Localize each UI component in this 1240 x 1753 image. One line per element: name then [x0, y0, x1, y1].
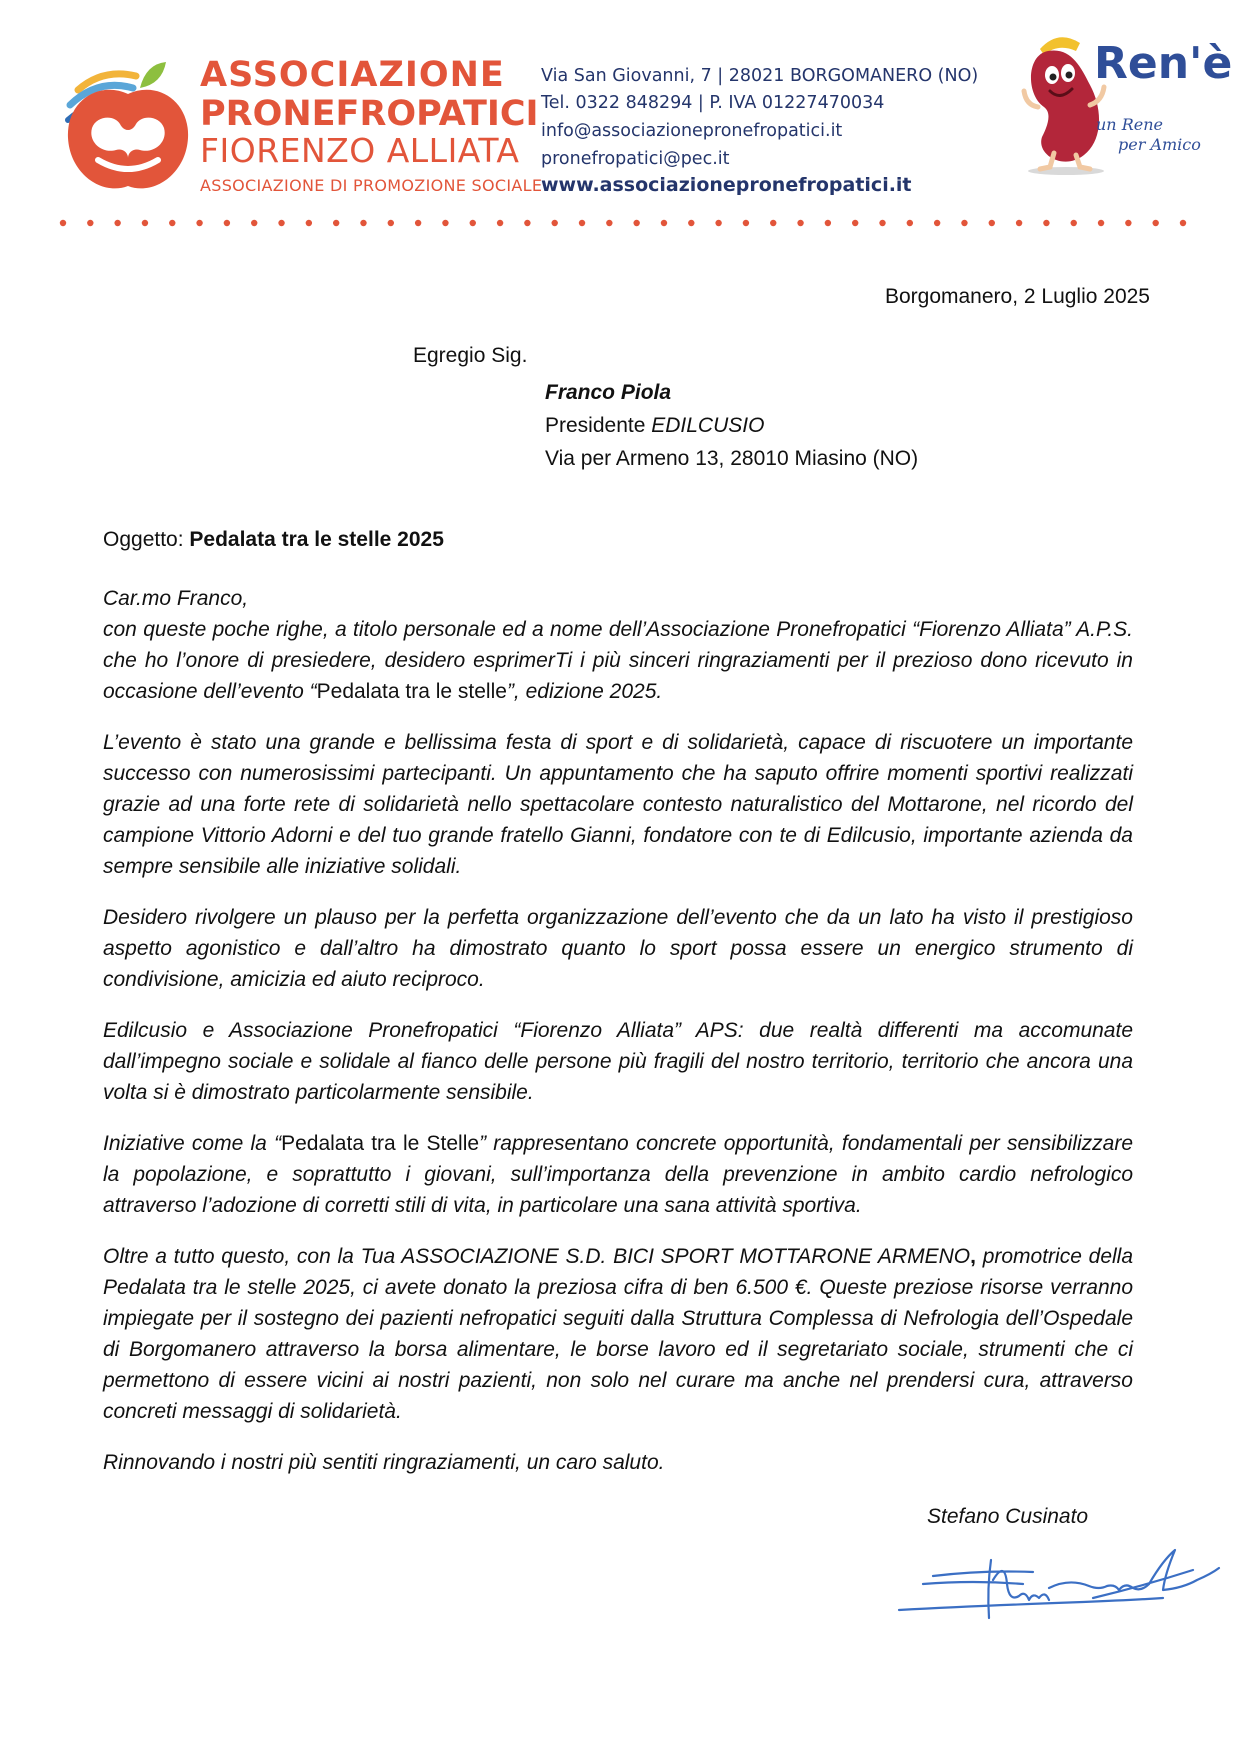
divider-dot: [388, 220, 394, 226]
divider-dot: [470, 220, 476, 226]
divider-dot: [633, 220, 639, 226]
letter-body: [103, 583, 1133, 1498]
letter-date: Borgomanero, 2 Luglio 2025: [884, 285, 1150, 308]
divider-dot: [770, 220, 776, 226]
divider-dot: [224, 220, 230, 226]
divider-dot: [278, 220, 284, 226]
divider-dot: [934, 220, 940, 226]
recipient-address: Via per Armeno 13, 28010 Miasino (NO): [545, 447, 919, 470]
divider-dot: [989, 220, 995, 226]
recipient-company: EDILCUSIO: [651, 414, 765, 437]
header-divider-dots: [58, 217, 1188, 229]
subject-label: Oggetto:: [103, 528, 190, 551]
contact-address: Via San Giovanni, 7 | 28021 BORGOMANERO (NO): [541, 66, 979, 86]
letter-salutation: Egregio Sig.: [413, 344, 528, 367]
divider-dot: [825, 220, 831, 226]
paragraph-6-comma: ,: [970, 1245, 976, 1268]
mascot-subtitle-line1: un Rene: [1096, 115, 1163, 134]
divider-dot: [743, 220, 749, 226]
paragraph-2: L’evento è stato una grande e bellissima festa di sport e di solidarietà, capace di riscuotere un importante successo con numerosissimi partecipanti. Un appuntamento che ha saputo offrire momenti sportivi realizzati grazie ad una forte rete di solidarietà nello spettacolare contesto naturalistico del Mottarone, nel ricordo del campione Vittorio Adorni e del tuo grande fratello Gianni, fondatore con te di Edilcusio, importante azienda da sempre sensibile alle iniziative solidali.: [103, 731, 1133, 878]
divider-dot: [879, 220, 885, 226]
divider-dot: [1043, 220, 1049, 226]
divider-dot: [1125, 220, 1131, 226]
divider-dot: [579, 220, 585, 226]
divider-dot: [196, 220, 202, 226]
letter-greeting: Car.mo Franco,: [103, 587, 249, 610]
org-name-line1: ASSOCIAZIONE: [200, 55, 505, 95]
paragraph-1: [103, 614, 1133, 707]
subject-text: Pedalata tra le stelle 2025: [189, 528, 444, 551]
divider-dot: [114, 220, 120, 226]
paragraph-5-text-a: Iniziative come la “: [103, 1132, 282, 1155]
divider-dot: [852, 220, 858, 226]
divider-dot: [524, 220, 530, 226]
paragraph-4: Edilcusio e Associazione Pronefropatici “Fiorenzo Alliata” APS: due realtà differenti ma accomunate dall’impegno sociale e solidale al fianco delle persone più fragili del nostro territorio, territorio che ancora una volta si è dimostrato particolarmente sensibile.: [103, 1019, 1133, 1104]
divider-dot: [606, 220, 612, 226]
divider-dot: [688, 220, 694, 226]
recipient-block: [545, 376, 918, 475]
divider-dot: [333, 220, 339, 226]
divider-dot: [87, 220, 93, 226]
divider-dot: [661, 220, 667, 226]
divider-dot: [1098, 220, 1104, 226]
divider-dot: [251, 220, 257, 226]
divider-dot: [169, 220, 175, 226]
divider-dot: [442, 220, 448, 226]
contact-pec: pronefropatici@pec.it: [541, 149, 730, 169]
paragraph-6-text-b: promotrice della Pedalata tra le stelle 2025, ci avete donato la preziosa cifra di ben 6.500 €. Queste preziose risorse verranno impiegate per il sostegno dei pazienti nefropatici seguiti dalla Struttura Complessa di Nefrologia dell’Ospedale di Borgomanero attraverso la borsa alimentare, le borse lavoro ed il segretariato sociale, strumenti che ci permettono di essere vicini ai nostri pazienti, non solo nel curare ma anche nel prendersi cura, attraverso concreti messaggi di solidarietà.: [103, 1245, 1134, 1423]
paragraph-6-text-a: Oltre a tutto questo, con la Tua ASSOCIAZIONE S.D. BICI SPORT MOTTARONE ARMENO: [103, 1245, 971, 1268]
divider-dot: [142, 220, 148, 226]
recipient-name: Franco Piola: [545, 381, 672, 404]
recipient-role: Presidente: [545, 414, 652, 437]
divider-dot: [797, 220, 803, 226]
paragraph-1-text-b: ”, edizione 2025.: [506, 680, 663, 703]
divider-dot: [907, 220, 913, 226]
event-name: Pedalata tra le Stelle: [281, 1132, 480, 1155]
divider-dot: [360, 220, 366, 226]
mascot-subtitle: [1096, 115, 1201, 155]
paragraph-5: [103, 1128, 1133, 1221]
signer-name: Stefano Cusinato: [927, 1505, 1089, 1528]
divider-dot: [1016, 220, 1022, 226]
org-tagline: ASSOCIAZIONE DI PROMOZIONE SOCIALE: [200, 176, 543, 195]
org-name-line3: FIORENZO ALLIATA: [200, 131, 520, 170]
mascot-title: Ren'è: [1094, 38, 1233, 89]
paragraph-5-text-b: ” rappresentano concrete opportunità, fondamentali per sensibilizzare la popolazione, e soprattutto i giovani, sull’importanza della prevenzione in ambito cardio nefrologico attraverso l’adozione di corretti stili di vita, in particolare una sana attività sportiva.: [103, 1132, 1133, 1217]
contact-website: www.associazionepronefropatici.it: [541, 174, 912, 196]
divider-dot: [961, 220, 967, 226]
divider-dot: [552, 220, 558, 226]
letter-subject: [103, 528, 444, 552]
contact-phone: Tel. 0322 848294 | P. IVA 01227470034: [541, 93, 885, 113]
contact-email: info@associazionepronefropatici.it: [541, 121, 843, 141]
org-name-line2: PRONEFROPATICI: [200, 94, 539, 134]
divider-dot: [60, 220, 66, 226]
recipient-role-line: [545, 409, 918, 442]
paragraph-6: [103, 1241, 1133, 1427]
divider-dot: [415, 220, 421, 226]
divider-dot: [715, 220, 721, 226]
event-name: Pedalata tra le stelle: [316, 680, 507, 703]
divider-dot: [1071, 220, 1077, 226]
association-logo-icon: [58, 50, 198, 200]
paragraph-3: Desidero rivolgere un plauso per la perfetta organizzazione dell’evento che da un lato ha visto il prestigioso aspetto agonistico e dall’altro ha dimostrato quanto lo sport possa essere un energico strumento di condivisione, amicizia ed aiuto reciproco.: [103, 906, 1133, 991]
divider-dot: [1152, 220, 1158, 226]
mascot-subtitle-line2: per Amico: [1118, 135, 1201, 154]
divider-dot: [306, 220, 312, 226]
paragraph-1-text-a: con queste poche righe, a titolo personale ed a nome dell’Associazione Pronefropatici “Fiorenzo Alliata” A.P.S. che ho l’onore di presiedere, desidero esprimerTi i più sinceri ringraziamenti per il prezioso dono ricevuto in occasione dell’evento “: [103, 618, 1133, 703]
divider-dot: [1180, 220, 1186, 226]
closing-line: Rinnovando i nostri più sentiti ringraziamenti, un caro saluto.: [103, 1451, 665, 1474]
divider-dot: [497, 220, 503, 226]
handwritten-signature-icon: [893, 1540, 1223, 1630]
